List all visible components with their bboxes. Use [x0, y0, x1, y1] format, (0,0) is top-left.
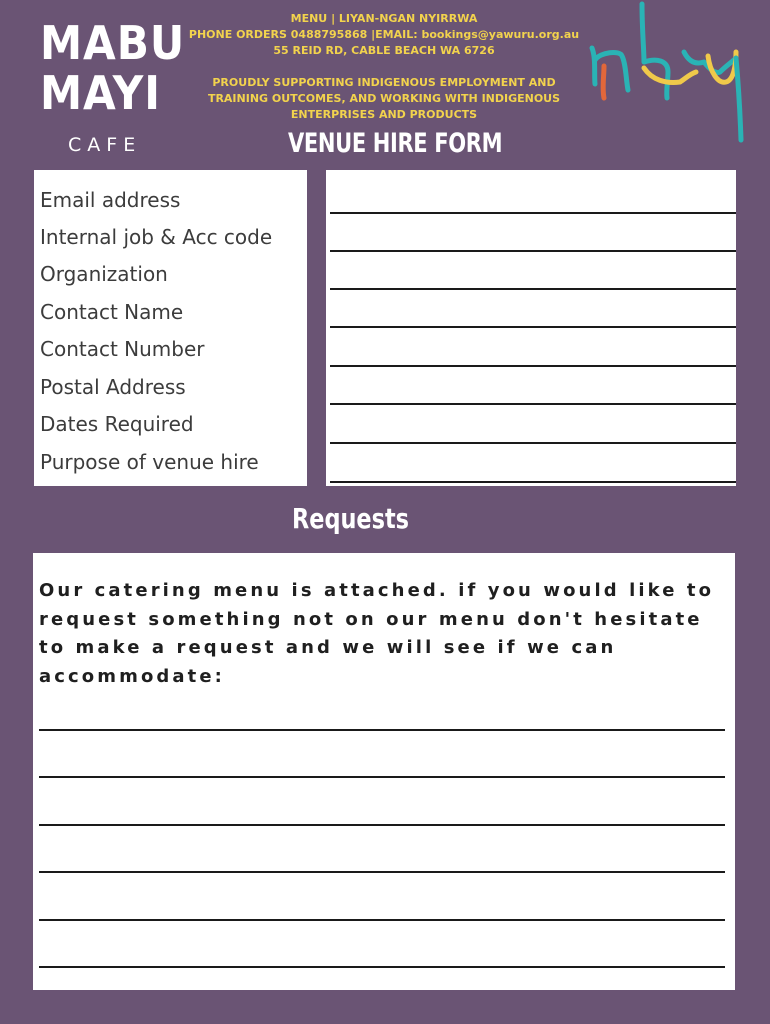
header-mission-line-1: PROUDLY SUPPORTING INDIGENOUS EMPLOYMENT AND [212, 76, 556, 89]
requests-instructions: Our catering menu is attached. if you would like to request something not on our menu don't hesitate to make a request and we will see if we can accommodate: [39, 580, 715, 687]
field-label-contact-number: Contact Number [40, 337, 205, 361]
field-label-postal-address: Postal Address [40, 375, 186, 399]
form-title: VENUE HIRE FORM [288, 128, 503, 159]
purpose-field[interactable] [330, 481, 736, 483]
postal-address-field[interactable] [330, 403, 736, 405]
header-mission-line-3: ENTERPRISES AND PRODUCTS [290, 108, 478, 121]
requests-panel [33, 553, 735, 990]
header-menu-line: MENU | LIYAN-NGAN NYIRRWA [290, 12, 478, 25]
header-info [180, 11, 588, 123]
request-line[interactable] [39, 871, 725, 873]
header-address-line: 55 REID RD, CABLE BEACH WA 6726 [273, 44, 495, 57]
organization-field[interactable] [330, 288, 736, 290]
field-label-job-code: Internal job & Acc code [40, 225, 273, 249]
logo-line-2: MAYI [40, 66, 161, 120]
header-mission-line-2: TRAINING OUTCOMES, AND WORKING WITH INDIGENOUS [207, 92, 561, 105]
field-labels-panel [34, 170, 307, 486]
field-label-purpose: Purpose of venue hire [40, 450, 259, 474]
field-label-contact-name: Contact Name [40, 300, 184, 324]
request-line[interactable] [39, 729, 725, 731]
logo-line-1: MABU [40, 16, 186, 70]
field-label-dates-required: Dates Required [40, 412, 194, 436]
request-line[interactable] [39, 776, 725, 778]
field-label-organization: Organization [40, 262, 168, 286]
requests-title: Requests [292, 502, 409, 535]
nbyu-brand-mark-icon [586, 0, 756, 160]
logo-cafe: CAFE [68, 134, 142, 156]
header-contact-line: PHONE ORDERS 0488795868 |EMAIL: bookings@yawuru.org.au [188, 28, 580, 41]
request-line[interactable] [39, 966, 725, 968]
job-code-field[interactable] [330, 250, 736, 252]
request-line[interactable] [39, 824, 725, 826]
dates-required-field[interactable] [330, 442, 736, 444]
field-label-email: Email address [40, 188, 181, 212]
logo-wordmark [40, 16, 186, 120]
contact-name-field[interactable] [330, 326, 736, 328]
request-line[interactable] [39, 919, 725, 921]
contact-number-field[interactable] [330, 365, 736, 367]
field-input-panel [326, 170, 736, 486]
email-field[interactable] [330, 212, 736, 214]
